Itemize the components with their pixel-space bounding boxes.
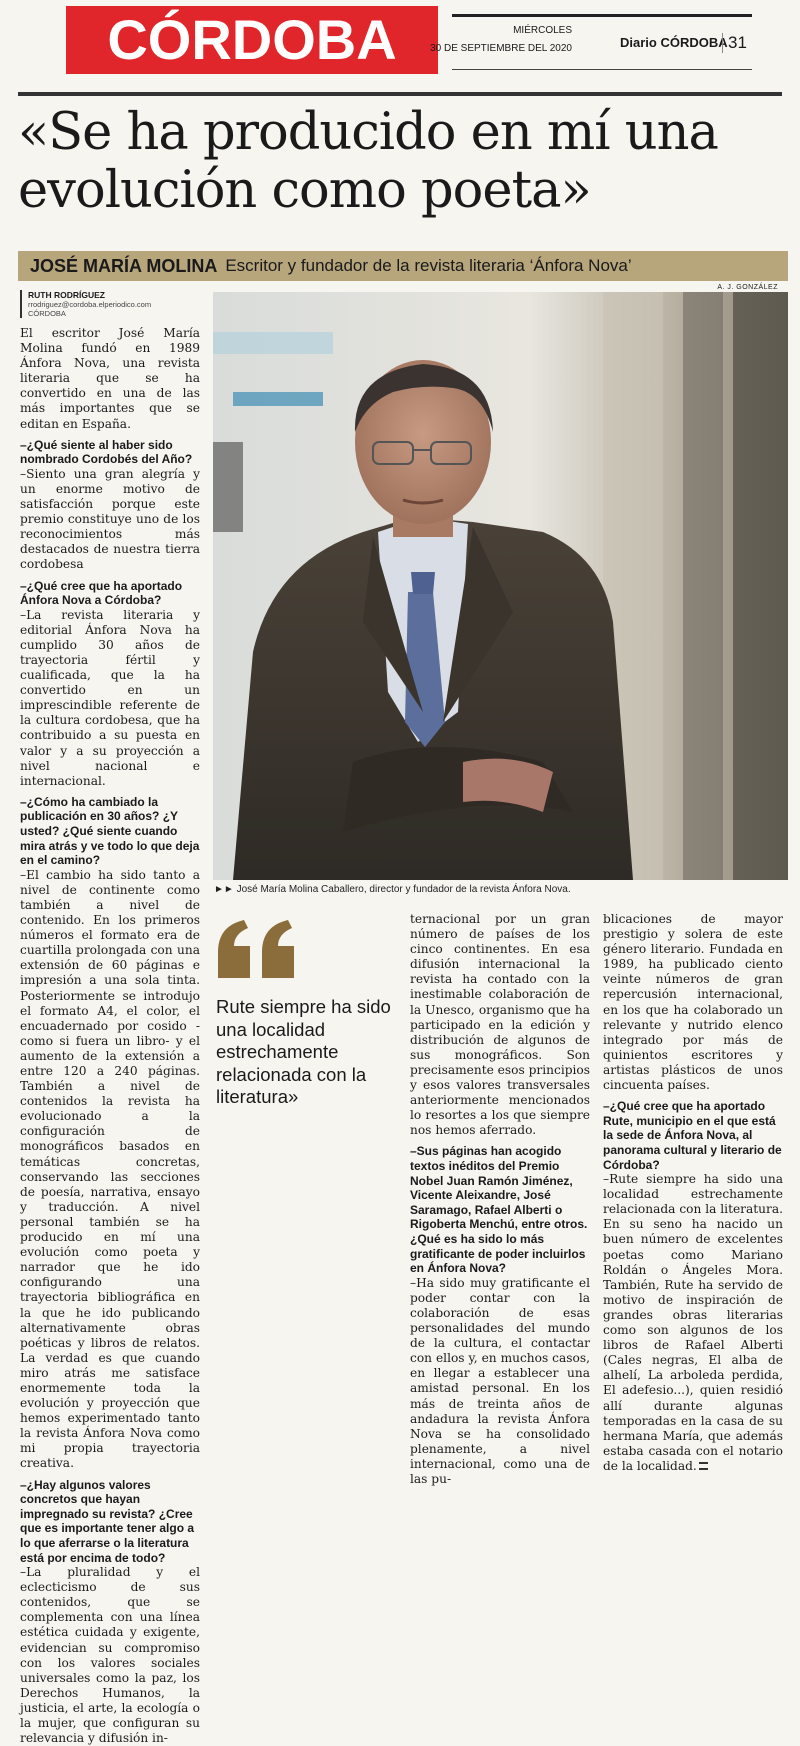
quote-mark-icon (214, 916, 304, 986)
subject-name-bar (18, 251, 788, 281)
intro-paragraph: El escritor José María Molina fundó en 1989 Ánfora Nova, una revista literaria que se ha convertido en una de las más importantes que se editan en España. (20, 326, 200, 431)
photo-caption: ►► José María Molina Caballero, director y fundador de la revista Ánfora Nova. (214, 884, 571, 895)
question-2: –¿Qué cree que ha aportado Ánfora Nova a Córdoba? (20, 578, 183, 608)
photo-credit: A. J. GONZÁLEZ (717, 284, 778, 291)
masthead-day: MIÉRCOLES (513, 25, 572, 36)
continuation-paragraph-2: blicaciones de mayor prestigio y solera de este género literario. Fundada en 1989, ha publicado ciento veinte números de gran repercusión internacional, en los que ha colaborado un relevante y nutrido elenco integrado por más de quinientos escritores y artistas plásticos de unos cincuenta países. (603, 912, 783, 1093)
question-1: –¿Qué siente al haber sido nombrado Cordobés del Año? (20, 437, 193, 467)
answer-2: –La revista literaria y editorial Ánfora Nova ha cumplido 30 años de trayectoria fértil y cualificada, que la ha convertido en un imprescindible referente de la cultura cordobesa, que ha contribuido a su puesta en valor y a su proyección a nivel nacional e internacional. (20, 607, 200, 788)
answer-3: –El cambio ha sido tanto a nivel de continente como también a nivel de contenido. En los primeros números el formato era de cuartilla prolongada con una extensión de 60 páginas e impresión a una sola tinta. Posteriormente se introdujo el formato A4, el color, el encuadernado por cosido -como si fuera un libro- y el aumento de la extensión a entre 120 a 240 páginas. También a nivel de contenidos la revista ha evolucionado a la configuración de monográficos basados en temáticas concretas, conservando las secciones de poesía, narrativa, ensayo y traducción. A nivel personal también se ha producido en mí una evolución como poeta y narrador que he ido configurando una trayectoria bibliográfica en la que he ido publicando alternativamente obras poéticas y libros de relatos. La verdad es que cuando miro atrás me satisface enormemente toda la evolución y proyección que hemos experimentado tanto la revista Ánfora Nova como mi propia trayectoria creativa. (20, 867, 200, 1471)
question-6: –¿Qué cree que ha aportado Rute, municipio en el que está la sede de Ánfora Nova, al panorama cultural y literario de Córdoba? (603, 1099, 782, 1172)
byline-city: CÓRDOBA (28, 309, 66, 318)
end-of-article-mark (699, 1462, 708, 1470)
article-column-1 (20, 326, 200, 1746)
page-number: 31 (722, 33, 747, 53)
answer-6-text: –Rute siempre ha sido una localidad estrechamente relacionada con la literatura. En su seno ha nacido un buen número de excelentes poetas como Mariano Roldán o Ángeles Mora. También, Rute ha servido de motivo de inspiración de grandes obras literarias como son algunos de los libros de Rafael Alberti (Cales negras, El alba de alhelí, La arboleda perdida, El adefesio...), quien residió allí durante algunas temporadas en la casa de su hermana María, que además estaba casada con el notario de la localidad. (603, 1172, 783, 1473)
masthead-info (430, 14, 752, 70)
pull-quote: Rute siempre ha sido una localidad estrechamente relacionada con la literatura» (216, 996, 391, 1107)
answer-4: –La pluralidad y el eclecticismo de sus contenidos, que se complementa con una línea estética cuidada y exigente, evidencian su compromiso con los valores sociales universales como la paz, los Derechos Humanos, la justicia, el arte, la ecología o la mujer, que configuran su relevancia y difusión in- (20, 1565, 200, 1746)
answer-1: –Siento una gran alegría y un enorme motivo de satisfacción porque este premio constituye uno de los reconocimientos más destacados de nuestra tierra cordobesa (20, 466, 200, 572)
masthead-date: 30 DE SEPTIEMBRE DEL 2020 (430, 43, 572, 54)
answer-5: –Ha sido muy gratificante el poder contar con la colaboración de esas personalidades del mundo de la cultura, el contactar con ellos y, en muchos casos, en llegar a establecer una amistad personal. En los más de treinta años de andadura la revista Ánfora Nova se ha consolidado plenamente, a nivel internacional, como una de las pu- (410, 1275, 590, 1486)
question-5: –Sus páginas han acogido textos inéditos del Premio Nobel Juan Ramón Jiménez, Vicente Aleixandre, José Saramago, Rafael Alberti o Rigoberta Menchú, entre otros. ¿Qué es ha sido lo más gratificante de poder incluirlos en Ánfora Nova? (410, 1144, 588, 1276)
byline-author: RUTH RODRÍGUEZ (28, 290, 105, 300)
article-column-3 (603, 912, 783, 1473)
newspaper-logo: CÓRDOBA (66, 6, 438, 74)
question-3: –¿Cómo ha cambiado la publicación en 30 años? ¿Y usted? ¿Qué siente cuando mira atrás y ve todo lo que deja en el camino? (20, 794, 200, 868)
headline: «Se ha producido en mí una evolución como poeta» (18, 103, 718, 220)
paper-name: Diario CÓRDOBA (620, 35, 728, 50)
byline-email: rrodriguez@cordoba.elperiodico.com (28, 300, 152, 309)
question-4: –¿Hay algunos valores concretos que hayan impregnado su revista? ¿Cree que es importante tener algo a lo que aferrarse o la literatura está por encima de todo? (20, 1477, 195, 1565)
portrait-photo (213, 292, 788, 880)
byline (20, 290, 200, 318)
subject-role: Escritor y fundador de la revista literaria ‘Ánfora Nova’ (225, 256, 632, 275)
article-column-2 (410, 912, 591, 1486)
continuation-paragraph: ternacional por un gran número de países de los cinco continentes. En esa difusión internacional la revista ha contado con la inestimable colaboración de la Unesco, organismo que ha participado en la edición y distribución de algunos de sus monográficos. Son precisamente esos principios y esos valores transversales anteriormente mencionados lo resortes a los que siempre nos hemos aferrado. (410, 912, 591, 1138)
subject-name: JOSÉ MARÍA MOLINA (30, 255, 218, 276)
top-rule (18, 92, 782, 96)
portrait-illustration (213, 292, 788, 880)
answer-6 (603, 1172, 783, 1474)
